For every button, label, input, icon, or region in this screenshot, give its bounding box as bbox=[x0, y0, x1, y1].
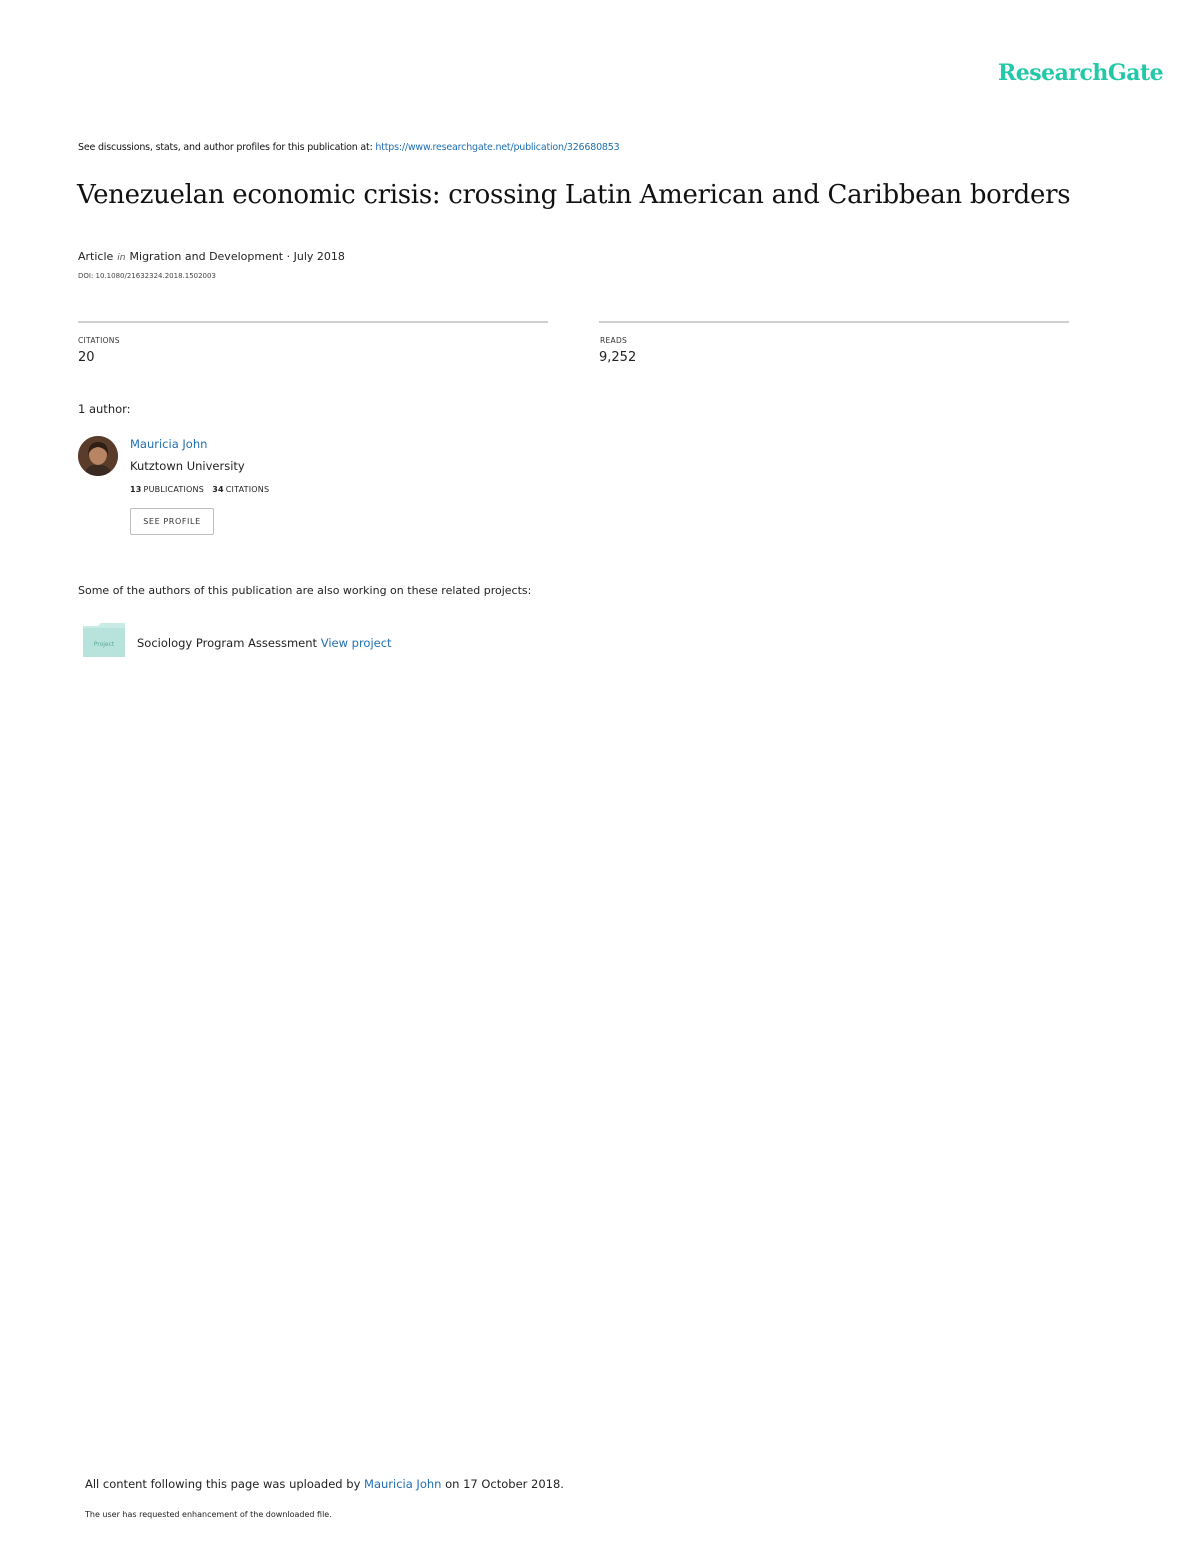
upload-prefix: All content following this page was uploaded by bbox=[85, 1477, 361, 1491]
publication-meta bbox=[78, 250, 345, 263]
uploader-link[interactable]: Mauricia John bbox=[364, 1477, 442, 1491]
reads-value: 9,252 bbox=[599, 350, 637, 365]
author-avatar[interactable] bbox=[78, 436, 118, 476]
view-project-link[interactable]: View project bbox=[320, 636, 392, 650]
upload-info bbox=[85, 1477, 564, 1491]
author-citations-count: 34 bbox=[212, 485, 224, 494]
folder-icon bbox=[83, 623, 125, 657]
citations-label: CITATIONS bbox=[78, 336, 120, 345]
reads-divider bbox=[599, 321, 1069, 323]
see-profile-button[interactable]: SEE PROFILE bbox=[130, 508, 214, 535]
project-folder-icon bbox=[83, 623, 125, 657]
researchgate-logo[interactable]: ResearchGate bbox=[998, 60, 1164, 86]
citations-value: 20 bbox=[78, 350, 95, 365]
enhancement-note: The user has requested enhancement of the downloaded file. bbox=[85, 1510, 332, 1519]
publication-url-link[interactable]: https://www.researchgate.net/publication/326680853 bbox=[375, 142, 620, 153]
author-stats bbox=[130, 485, 269, 494]
author-citations-label: CITATIONS bbox=[225, 485, 270, 494]
author-publications-label: PUBLICATIONS bbox=[143, 485, 204, 494]
avatar-image bbox=[78, 436, 118, 476]
related-projects-heading: Some of the authors of this publication are also working on these related projects: bbox=[78, 584, 532, 597]
author-name-link[interactable]: Mauricia John bbox=[130, 437, 208, 451]
author-publications-count: 13 bbox=[130, 485, 142, 494]
citations-divider bbox=[78, 321, 548, 323]
author-institution: Kutztown University bbox=[130, 459, 245, 473]
upload-suffix: on 17 October 2018. bbox=[445, 1477, 564, 1491]
see-discussions-line bbox=[78, 142, 619, 153]
publication-title: Venezuelan economic crisis: crossing Latin American and Caribbean borders bbox=[77, 180, 1071, 210]
publication-doi: DOI: 10.1080/21632324.2018.1502003 bbox=[78, 272, 216, 280]
see-discussions-text: See discussions, stats, and author profiles for this publication at: bbox=[78, 142, 373, 153]
publication-type: Article bbox=[78, 250, 114, 263]
folder-label: Project bbox=[93, 641, 115, 648]
authors-heading: 1 author: bbox=[78, 402, 131, 416]
project-name: Sociology Program Assessment bbox=[137, 636, 318, 650]
related-project-item bbox=[137, 636, 392, 650]
in-label: in bbox=[117, 253, 126, 263]
journal-date: Migration and Development · July 2018 bbox=[129, 250, 345, 263]
reads-label: READS bbox=[600, 336, 628, 345]
